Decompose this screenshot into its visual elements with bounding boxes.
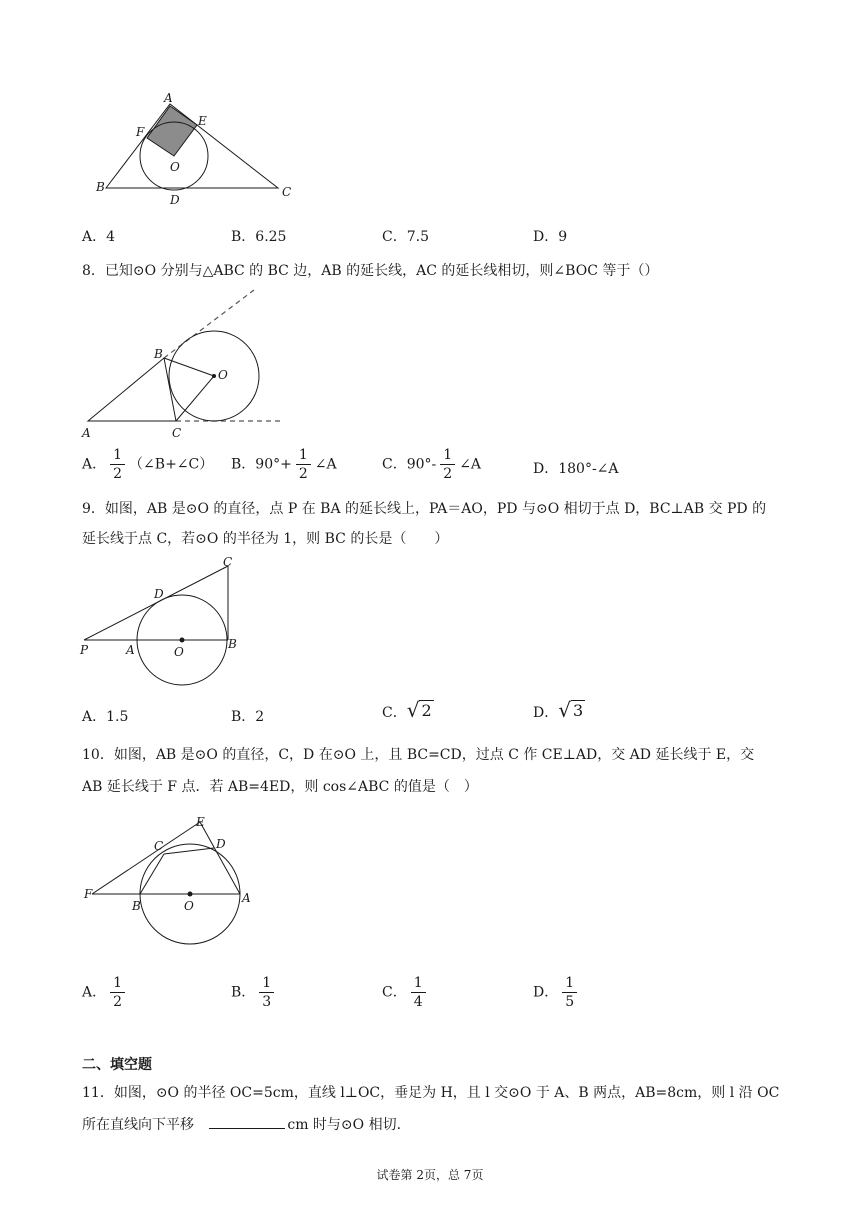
page-footer: 试卷第 2页，总 7页: [376, 1168, 484, 1182]
q8-option-c: C．90°- $\frac{1}{2}$ ∠A: [382, 447, 482, 482]
q9-label-D: D: [154, 587, 164, 601]
q10-label-E: E: [196, 815, 205, 829]
q7-option-a: A．4: [82, 229, 116, 245]
q8-figure: [78, 286, 298, 442]
q9-label-C: C: [223, 555, 233, 569]
q11-answer-blank[interactable]: [209, 1114, 285, 1129]
q10-option-b: B． $\frac{1}{3}$: [231, 974, 278, 1011]
q10-option-a: A． $\frac{1}{2}$: [82, 974, 129, 1011]
q11-line1: 11．如图，⊙O 的半径 OC=5cm，直线 l⊥OC，垂足为 H，且 l 交⊙O 于 A、B 两点，AB=8cm，则 l 沿 OC: [82, 1085, 780, 1101]
q7-option-b: B．6.25: [231, 229, 287, 245]
q9-option-d: D． √ 3: [533, 698, 584, 722]
q10-figure: [78, 812, 268, 952]
q9-label-A: A: [126, 643, 135, 657]
q8-label-O: O: [218, 368, 228, 382]
q8-option-d: D．180°-∠A: [533, 461, 619, 477]
q9-line1: 9．如图，AB 是⊙O 的直径，点 P 在 BA 的延长线上，PA＝AO，PD 与⊙O 相切于点 D，BC⊥AB 交 PD 的: [82, 501, 767, 517]
q7-label-O: O: [170, 160, 180, 174]
q10-label-O: O: [184, 899, 194, 913]
q10-label-D: D: [216, 837, 226, 851]
q10-option-d: D． $\frac{1}{5}$: [533, 974, 581, 1011]
q10-option-c: C． $\frac{1}{4}$: [382, 974, 430, 1011]
q9-option-c: C． √ 2: [382, 698, 432, 722]
q7-label-A: A: [164, 91, 173, 105]
q8-label-A: A: [82, 426, 91, 440]
q9-figure: [78, 552, 248, 692]
q9-label-B: B: [228, 637, 237, 651]
q10-label-F: F: [84, 887, 93, 901]
q7-label-C: C: [282, 185, 292, 199]
q7-figure: [90, 90, 300, 210]
q8-label-C: C: [172, 426, 182, 440]
q9-option-b: B．2: [231, 709, 265, 725]
q10-label-C: C: [154, 839, 164, 853]
q10-label-B: B: [132, 899, 141, 913]
q9-label-P: P: [80, 643, 89, 657]
q9-line2: 延长线于点 C，若⊙O 的半径为 1，则 BC 的长是（ ）: [82, 531, 449, 547]
q9-option-a: A．1.5: [82, 709, 129, 725]
q7-option-c: C．7.5: [382, 229, 429, 245]
section-heading: 二、填空题: [82, 1057, 152, 1073]
q7-label-E: E: [198, 114, 207, 128]
q10-line1: 10．如图，AB 是⊙O 的直径，C，D 在⊙O 上，且 BC=CD，过点 C 作 CE⊥AD，交 AD 延长线于 E，交: [82, 747, 755, 763]
q8-text: 8．已知⊙O 分别与△ABC 的 BC 边，AB 的延长线，AC 的延长线相切，则∠BOC 等于（）: [82, 263, 659, 279]
q9-label-O: O: [174, 645, 184, 659]
q10-label-A: A: [242, 891, 251, 905]
q7-label-B: B: [96, 180, 105, 194]
q11-line2: 所在直线向下平移 cm 时与⊙O 相切.: [82, 1110, 401, 1140]
q7-option-d: D．9: [533, 229, 568, 245]
q7-label-D: D: [170, 193, 180, 207]
q8-option-b: B．90°+ $\frac{1}{2}$ ∠A: [231, 447, 337, 482]
q8-label-B: B: [154, 347, 163, 361]
q7-label-F: F: [136, 125, 145, 139]
q8-option-a: A． $\frac{1}{2}$ （∠B+∠C）: [82, 447, 214, 482]
q10-line2: AB 延长线于 F 点．若 AB=4ED，则 cos∠ABC 的值是（ ）: [82, 779, 478, 795]
